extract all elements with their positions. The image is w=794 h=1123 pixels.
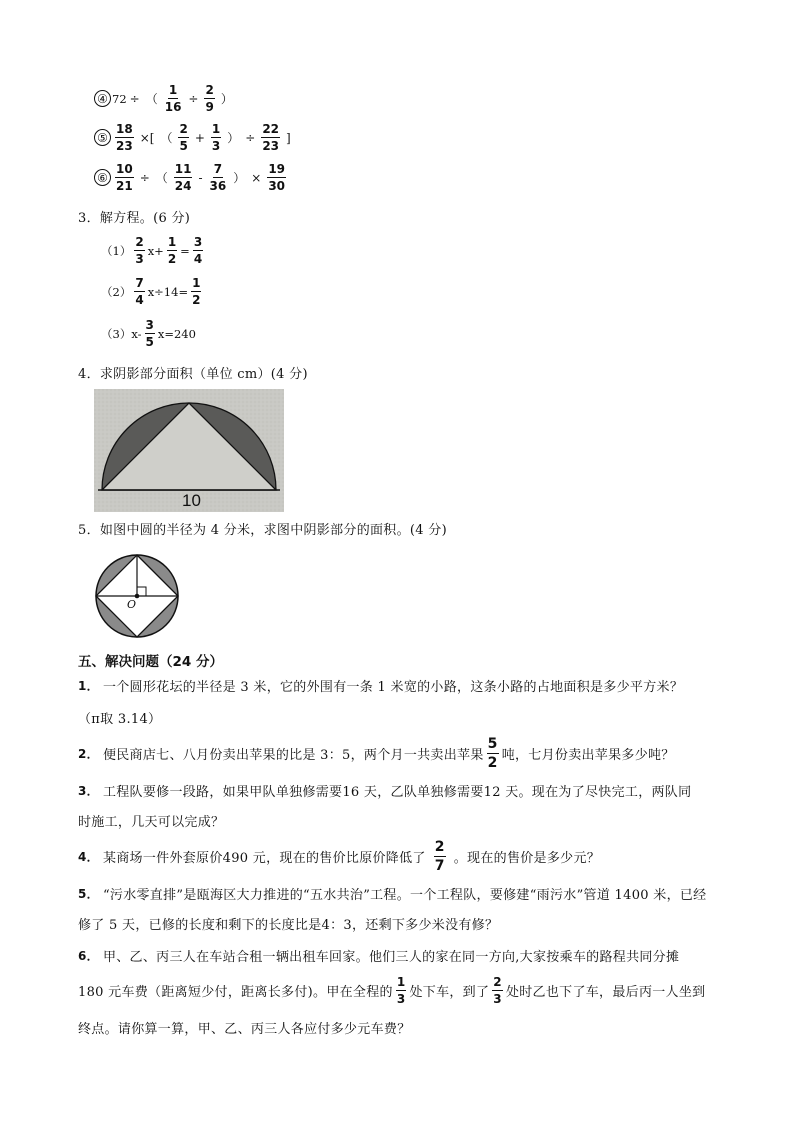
bracket: ] xyxy=(286,130,291,145)
expression: x- xyxy=(131,326,142,341)
problem-text: 某商场一件外套原价490 元，现在的售价比原价降低了 xyxy=(102,851,426,866)
equation-label: （2） xyxy=(101,284,132,299)
fraction: $\frac{3}{5}$ xyxy=(145,318,154,349)
fraction: $\frac{1}{2}$ xyxy=(167,235,177,266)
equals: = xyxy=(180,243,190,258)
problem-number: 1． xyxy=(78,679,99,693)
problem-text: 处时乙也下了车，最后丙一人坐到 xyxy=(505,985,706,1000)
fraction: $\frac{2}{3}$ xyxy=(493,975,502,1006)
fraction: $\frac{19}{30}$ xyxy=(268,162,286,193)
problem-text: “污水零直排”是瓯海区大力推进的“五水共治”工程。一个工程队，要修建“雨污水”管道 1400 米，已经 xyxy=(102,888,707,903)
fraction: $\frac{2}{3}$ xyxy=(135,235,144,266)
paren: ） xyxy=(227,131,240,145)
circle-square-figure xyxy=(92,551,182,641)
problem-6-continued: 终点。请你算一算，甲、乙、丙三人各应付多少元车费？ xyxy=(78,1022,411,1037)
problem-3 xyxy=(78,781,691,800)
equation-label: （1） xyxy=(101,243,132,258)
problem-text: 180 元车费（距离短少付，距离长多付)。甲在全程的 xyxy=(78,985,393,1000)
expression: x÷14= xyxy=(147,284,189,299)
expression: x=240 xyxy=(157,326,196,341)
problem-text: 甲、乙、丙三人在车站合租一辆出租车回家。他们三人的家在同一方向,大家按乘车的路程共同分摊 xyxy=(102,950,680,965)
problem-text: 处下车，到了 xyxy=(409,985,490,1000)
operator: - xyxy=(198,170,203,185)
calc-item-5 xyxy=(94,122,294,153)
problem-2 xyxy=(78,736,675,771)
fraction: $\frac{2}{5}$ xyxy=(179,122,188,153)
problem-4 xyxy=(78,839,600,874)
problem-text: 。现在的售价是多少元？ xyxy=(453,851,601,866)
problem-6 xyxy=(78,946,679,965)
question-4-title: 4．求阴影部分面积（单位 cm）(4 分) xyxy=(78,367,308,382)
operator: ÷ xyxy=(245,130,256,145)
problem-text: 一个圆形花坛的半径是 3 米，它的外围有一条 1 米宽的小路，这条小路的占地面积是多少平方米？ xyxy=(102,680,684,695)
problem-text: 工程队要修一段路，如果甲队单独修需要16 天，乙队单独修需要12 天。现在为了尽快完工，两队同 xyxy=(102,785,692,800)
fraction: $\frac{1}{3}$ xyxy=(211,122,221,153)
problem-5 xyxy=(78,884,706,903)
fraction: $\frac{22}{23}$ xyxy=(262,122,280,153)
expression: x+ xyxy=(147,243,164,258)
problem-number: 4． xyxy=(78,850,99,864)
paren: （ xyxy=(155,171,168,185)
base-length-label: 10 xyxy=(182,491,201,510)
problem-3-continued: 时施工，几天可以完成？ xyxy=(78,815,225,830)
equation-1 xyxy=(101,235,206,266)
problem-number: 5． xyxy=(78,887,99,901)
problem-number: 6． xyxy=(78,949,99,963)
operator: ÷ xyxy=(129,91,140,106)
fraction: $\frac{2}{7}$ xyxy=(434,839,445,874)
fraction: $\frac{1}{3}$ xyxy=(396,975,406,1006)
paren: （ xyxy=(145,92,158,106)
problem-text: 便民商店七、八月份卖出苹果的比是 3：5，两个月一共卖出苹果 xyxy=(102,748,484,763)
fraction: $\frac{3}{4}$ xyxy=(193,235,203,266)
problem-number: 3． xyxy=(78,784,99,798)
problem-5-continued: 修了 5 天，已修的长度和剩下的长度比是4：3，还剩下多少米没有修？ xyxy=(78,918,499,933)
semicircle-figure xyxy=(94,389,284,512)
item-number: ⑥ xyxy=(94,169,111,186)
question-5-title: 5．如图中圆的半径为 4 分米，求图中阴影部分的面积。(4 分) xyxy=(78,523,447,538)
question-3-title: 3．解方程。(6 分) xyxy=(78,211,191,226)
operator: ÷ xyxy=(139,170,150,185)
problem-6-line-2 xyxy=(78,975,705,1006)
paren: ） xyxy=(220,92,233,106)
fraction: $\frac{5}{2}$ xyxy=(487,736,498,771)
paren: ） xyxy=(233,171,246,185)
calc-item-4 xyxy=(94,83,236,114)
calc-item-6 xyxy=(94,162,289,193)
center-label: O xyxy=(127,598,137,611)
problem-1 xyxy=(78,676,683,695)
equation-2 xyxy=(101,276,204,307)
operator: ×[ xyxy=(139,130,155,145)
operator: + xyxy=(194,130,205,145)
fraction: $\frac{1}{16}$ xyxy=(164,83,182,114)
circle-diagram xyxy=(92,551,182,641)
fraction: $\frac{2}{9}$ xyxy=(205,83,214,114)
problem-number: 2． xyxy=(78,747,99,761)
operator: × xyxy=(251,170,262,185)
problem-1-note: （π取 3.14） xyxy=(78,712,162,727)
fraction: $\frac{7}{36}$ xyxy=(209,162,227,193)
item-number: ④ xyxy=(94,90,111,107)
operator: ÷ xyxy=(188,91,199,106)
operand: 72 xyxy=(112,91,127,106)
item-number: ⑤ xyxy=(94,129,111,146)
fraction: $\frac{7}{4}$ xyxy=(135,276,144,307)
equation-3 xyxy=(101,318,196,349)
fraction: $\frac{1}{2}$ xyxy=(192,276,201,307)
fraction: $\frac{18}{23}$ xyxy=(116,122,133,153)
fraction: $\frac{11}{24}$ xyxy=(174,162,192,193)
problem-text: 吨，七月份卖出苹果多少吨？ xyxy=(501,748,675,763)
fraction: $\frac{10}{21}$ xyxy=(116,162,133,193)
paren: （ xyxy=(160,131,173,145)
equation-label: （3） xyxy=(101,326,132,341)
section-heading: 五、解决问题（24 分） xyxy=(78,654,223,670)
